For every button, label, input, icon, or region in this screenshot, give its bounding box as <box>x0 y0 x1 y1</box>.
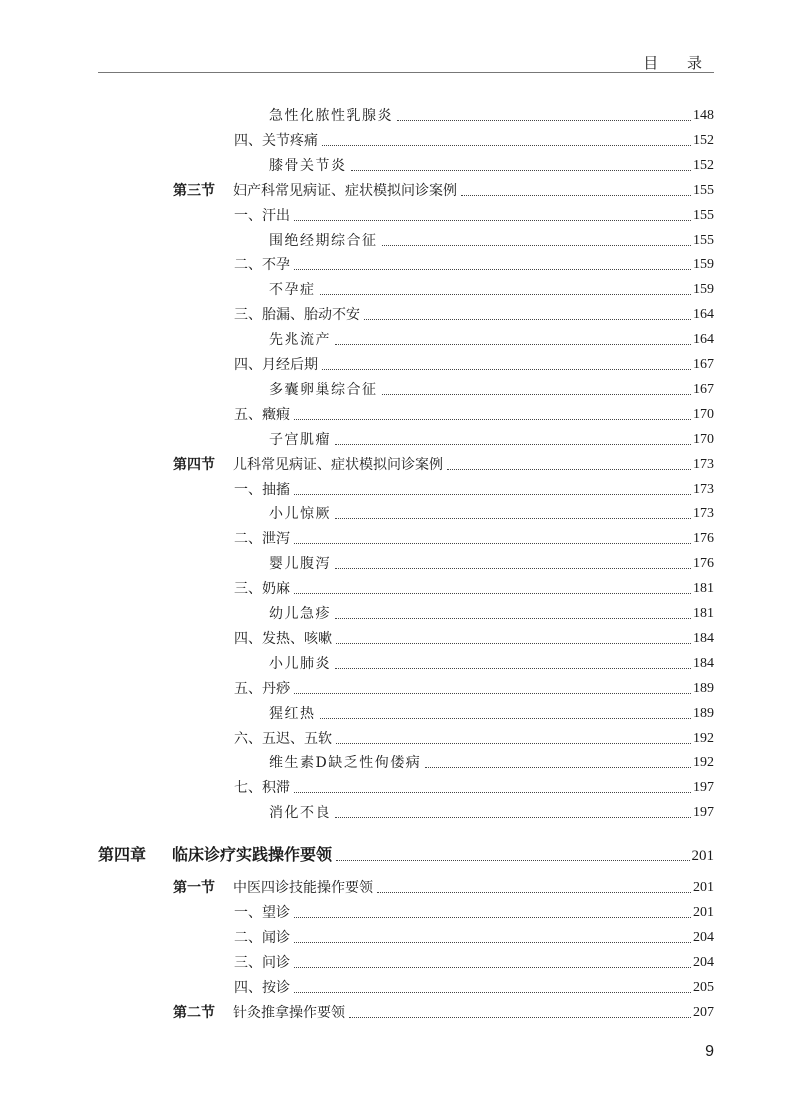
dot-leader <box>382 245 692 246</box>
toc-entry-disease[interactable] <box>269 702 714 724</box>
toc-entry-disease[interactable] <box>269 229 714 251</box>
toc-entry-section[interactable] <box>173 1001 714 1023</box>
toc-entry-text <box>234 305 360 325</box>
dot-leader <box>294 494 691 495</box>
toc-entry-disease[interactable] <box>269 502 714 524</box>
toc-entry-title: 二、闻诊 <box>234 929 290 946</box>
toc-entry-disease[interactable] <box>269 602 714 624</box>
dot-leader <box>294 593 691 594</box>
toc-entry-title: 围绝经期综合征 <box>269 232 378 249</box>
dot-leader <box>335 568 691 569</box>
toc-entry-title: 中医四诊技能操作要领 <box>233 880 373 897</box>
toc-entry-text <box>234 679 290 699</box>
toc-entry-text <box>269 654 331 674</box>
toc-entry-page: 201 <box>693 905 714 920</box>
toc-entry-prefix: 第三节 <box>173 182 215 199</box>
toc-entry-text <box>269 106 393 126</box>
toc-entry-title: 一、抽搐 <box>234 481 290 498</box>
dot-leader <box>320 294 692 295</box>
toc-entry-text <box>234 978 290 998</box>
toc-entry-text <box>234 529 290 549</box>
dot-leader <box>351 170 692 171</box>
toc-entry-item[interactable] <box>234 403 714 425</box>
toc-entry-title: 三、问诊 <box>234 954 290 971</box>
toc-entry-item[interactable] <box>234 901 714 923</box>
toc-entry-title: 小儿惊厥 <box>269 506 331 523</box>
toc-entry-title: 猩红热 <box>269 705 316 722</box>
toc-entry-title: 四、发热、咳嗽 <box>234 630 332 647</box>
dot-leader <box>320 718 692 719</box>
page-number: 9 <box>705 1043 714 1060</box>
toc-entry-text <box>234 405 290 425</box>
dot-leader <box>294 967 691 968</box>
toc-entry-section[interactable] <box>173 453 714 475</box>
dot-leader <box>335 444 691 445</box>
toc-entry-page: 164 <box>693 332 714 348</box>
toc-entry-item[interactable] <box>234 253 714 275</box>
toc-entry-disease[interactable] <box>269 378 714 400</box>
toc-entry-item[interactable] <box>234 727 714 749</box>
toc-entry-title: 三、胎漏、胎动不安 <box>234 307 360 324</box>
dot-leader <box>294 992 691 993</box>
toc-entry-prefix: 第二节 <box>173 1004 215 1021</box>
toc-entry-disease[interactable] <box>269 801 714 823</box>
toc-entry-title: 儿科常见病证、症状模拟问诊案例 <box>233 456 443 473</box>
dot-leader <box>335 344 691 345</box>
toc-entry-page: 189 <box>693 680 714 696</box>
toc-entry-page: 181 <box>693 606 714 621</box>
toc-entry-page: 201 <box>691 848 714 865</box>
toc-entry-page: 152 <box>693 132 714 148</box>
toc-entry-title: 妇产科常见病证、症状模拟问诊案例 <box>233 182 457 199</box>
toc-entry-page: 184 <box>693 630 714 646</box>
toc-entry-text <box>173 878 373 898</box>
dot-leader <box>294 792 691 793</box>
toc-entry-item[interactable] <box>234 353 714 375</box>
toc-entry-page: 184 <box>693 655 714 671</box>
dot-leader <box>336 743 691 744</box>
toc-entry-item[interactable] <box>234 527 714 549</box>
toc-entry-item[interactable] <box>234 204 714 226</box>
toc-entry-page: 181 <box>693 581 714 597</box>
toc-entry-page: 167 <box>693 381 714 397</box>
toc-entry-title: 维生素D缺乏性佝偻病 <box>269 755 422 772</box>
dot-leader <box>294 693 691 694</box>
toc-entry-page: 148 <box>693 108 714 123</box>
toc-entry-text <box>269 504 331 524</box>
toc-entry-title: 婴儿腹泻 <box>269 556 331 573</box>
toc-entry-disease[interactable] <box>269 428 714 450</box>
toc-entry-text <box>269 704 316 724</box>
toc-entry-text <box>269 604 331 624</box>
dot-leader <box>377 892 691 893</box>
toc-entry-title: 急性化脓性乳腺炎 <box>269 108 393 124</box>
toc-entry-title: 六、五迟、五软 <box>234 730 332 747</box>
toc-entry-title: 七、积滞 <box>234 780 290 797</box>
toc-entry-text <box>173 1003 345 1023</box>
dot-leader <box>322 369 691 370</box>
dot-leader <box>425 767 691 768</box>
toc-entry-text <box>234 255 290 275</box>
toc-entry-item[interactable] <box>234 951 714 973</box>
toc-entry-page: 170 <box>693 406 714 422</box>
toc-entry-item[interactable] <box>234 776 714 798</box>
toc-entry-prefix: 第四节 <box>173 456 215 473</box>
toc-entry-page: 159 <box>693 257 714 273</box>
toc-entry-page: 197 <box>693 780 714 796</box>
toc-entry-page: 170 <box>693 431 714 447</box>
dot-leader <box>364 319 691 320</box>
toc-entry-chapter[interactable] <box>98 842 714 866</box>
dot-leader <box>447 469 691 470</box>
toc-entry-text <box>269 330 331 350</box>
toc-entry-disease[interactable] <box>269 328 714 350</box>
toc-entry-page: 173 <box>693 456 714 472</box>
toc-entry-text <box>173 181 457 201</box>
toc-entry-page: 201 <box>693 880 714 896</box>
toc-entry-page: 192 <box>693 730 714 746</box>
toc-entry-page: 167 <box>693 357 714 372</box>
toc-entry-text <box>234 729 332 749</box>
toc-entry-text <box>173 455 443 475</box>
toc-entry-page: 205 <box>693 979 714 995</box>
toc-entry-title: 二、不孕 <box>234 257 290 274</box>
toc-entry-item[interactable] <box>234 677 714 699</box>
toc-entry-title: 针灸推拿操作要领 <box>233 1004 345 1021</box>
toc-entry-title: 五、癥瘕 <box>234 406 290 423</box>
toc-entry-title: 一、汗出 <box>234 207 290 224</box>
toc-entry-title: 不孕症 <box>269 282 316 299</box>
dot-leader <box>382 394 692 395</box>
toc-entry-title: 二、泄泻 <box>234 531 290 548</box>
dot-leader <box>322 145 691 146</box>
toc-entry-disease[interactable] <box>269 154 714 176</box>
toc-entry-text <box>269 803 331 823</box>
toc-entry-title: 四、按诊 <box>234 979 290 996</box>
toc-entry-text <box>234 928 290 948</box>
toc-entry-text <box>234 778 290 798</box>
dot-leader <box>349 1017 691 1018</box>
toc-entry-prefix: 第四章 <box>98 845 147 865</box>
toc-entry-title: 膝骨关节炎 <box>269 157 347 174</box>
toc-entry-page: 173 <box>693 506 714 522</box>
toc-entry-page: 159 <box>693 282 714 298</box>
dot-leader <box>461 195 691 196</box>
toc-entry-text <box>234 206 290 226</box>
toc-entry-item[interactable] <box>234 577 714 599</box>
toc-entry-item[interactable] <box>234 627 714 649</box>
dot-leader <box>294 220 691 221</box>
toc-entry-item[interactable] <box>234 478 714 500</box>
toc-entry-text <box>269 430 331 450</box>
toc-entry-text <box>269 753 421 773</box>
toc-entry-disease[interactable] <box>269 652 714 674</box>
toc-entry-text <box>269 380 378 400</box>
toc-entry-section[interactable] <box>173 876 714 898</box>
toc-entry-title: 先兆流产 <box>269 332 331 349</box>
dot-leader <box>335 618 691 619</box>
toc-entry-title: 四、月经后期 <box>234 357 318 373</box>
toc-entry-page: 173 <box>693 481 714 497</box>
toc-entry-text <box>234 355 318 375</box>
toc-entry-title: 幼儿急疹 <box>269 606 331 622</box>
toc-entry-title: 子宫肌瘤 <box>269 431 331 448</box>
toc-entry-page: 204 <box>693 954 714 970</box>
toc-entry-disease[interactable] <box>269 278 714 300</box>
toc-entry-title: 消化不良 <box>269 805 331 822</box>
toc-entry-page: 207 <box>693 1004 714 1020</box>
toc-entry-text <box>234 629 332 649</box>
toc-entry-text <box>269 231 378 251</box>
toc-entry-page: 192 <box>693 755 714 771</box>
toc-entry-text <box>234 480 290 500</box>
toc-entry-title: 五、丹痧 <box>234 680 290 697</box>
toc-entry-text <box>269 554 331 574</box>
dot-leader <box>336 643 691 644</box>
toc-entry-disease[interactable] <box>269 104 714 126</box>
dot-leader <box>294 543 691 544</box>
dot-leader <box>294 942 691 943</box>
toc-entry-title: 临床诊疗实践操作要领 <box>172 845 333 865</box>
dot-leader <box>294 419 691 420</box>
toc-entry-page: 155 <box>693 232 714 248</box>
toc-entry-text <box>234 953 290 973</box>
dot-leader <box>335 817 691 818</box>
toc-entry-text <box>269 280 316 300</box>
toc-entry-disease[interactable] <box>269 552 714 574</box>
toc-entry-page: 204 <box>693 929 714 945</box>
running-header-title: 目 录 <box>643 54 714 72</box>
toc-entry-page: 152 <box>693 157 714 173</box>
toc-entry-title: 多囊卵巢综合征 <box>269 381 378 398</box>
dot-leader <box>294 269 691 270</box>
toc-entry-page: 155 <box>693 207 714 223</box>
toc-entry-item[interactable] <box>234 303 714 325</box>
toc-entry-page: 176 <box>693 556 714 572</box>
toc-entry-section[interactable] <box>173 179 714 201</box>
toc-entry-title: 小儿肺炎 <box>269 655 331 672</box>
toc-entry-text <box>234 903 290 923</box>
toc-entry-text <box>234 131 318 151</box>
dot-leader <box>294 917 691 918</box>
toc-entry-page: 176 <box>693 531 714 547</box>
toc-entry-text <box>234 579 290 599</box>
toc-entry-text <box>269 156 347 176</box>
toc-entry-item[interactable] <box>234 976 714 998</box>
toc-entry-prefix: 第一节 <box>173 880 215 897</box>
toc-entry-title: 一、望诊 <box>234 905 290 921</box>
toc-entry-page: 189 <box>693 705 714 721</box>
dot-leader <box>335 518 691 519</box>
toc-entry-title: 四、关节疼痛 <box>234 132 318 149</box>
toc-entry-page: 197 <box>693 805 714 821</box>
toc-entry-text <box>98 845 332 866</box>
toc-entry-page: 155 <box>693 182 714 198</box>
toc-entry-page: 164 <box>693 307 714 323</box>
dot-leader <box>335 668 691 669</box>
toc-entry-title: 三、奶麻 <box>234 581 290 598</box>
dot-leader <box>397 120 691 121</box>
toc-entry-item[interactable] <box>234 129 714 151</box>
toc-entry-item[interactable] <box>234 926 714 948</box>
dot-leader <box>336 860 689 861</box>
toc-entry-disease[interactable] <box>269 751 714 773</box>
